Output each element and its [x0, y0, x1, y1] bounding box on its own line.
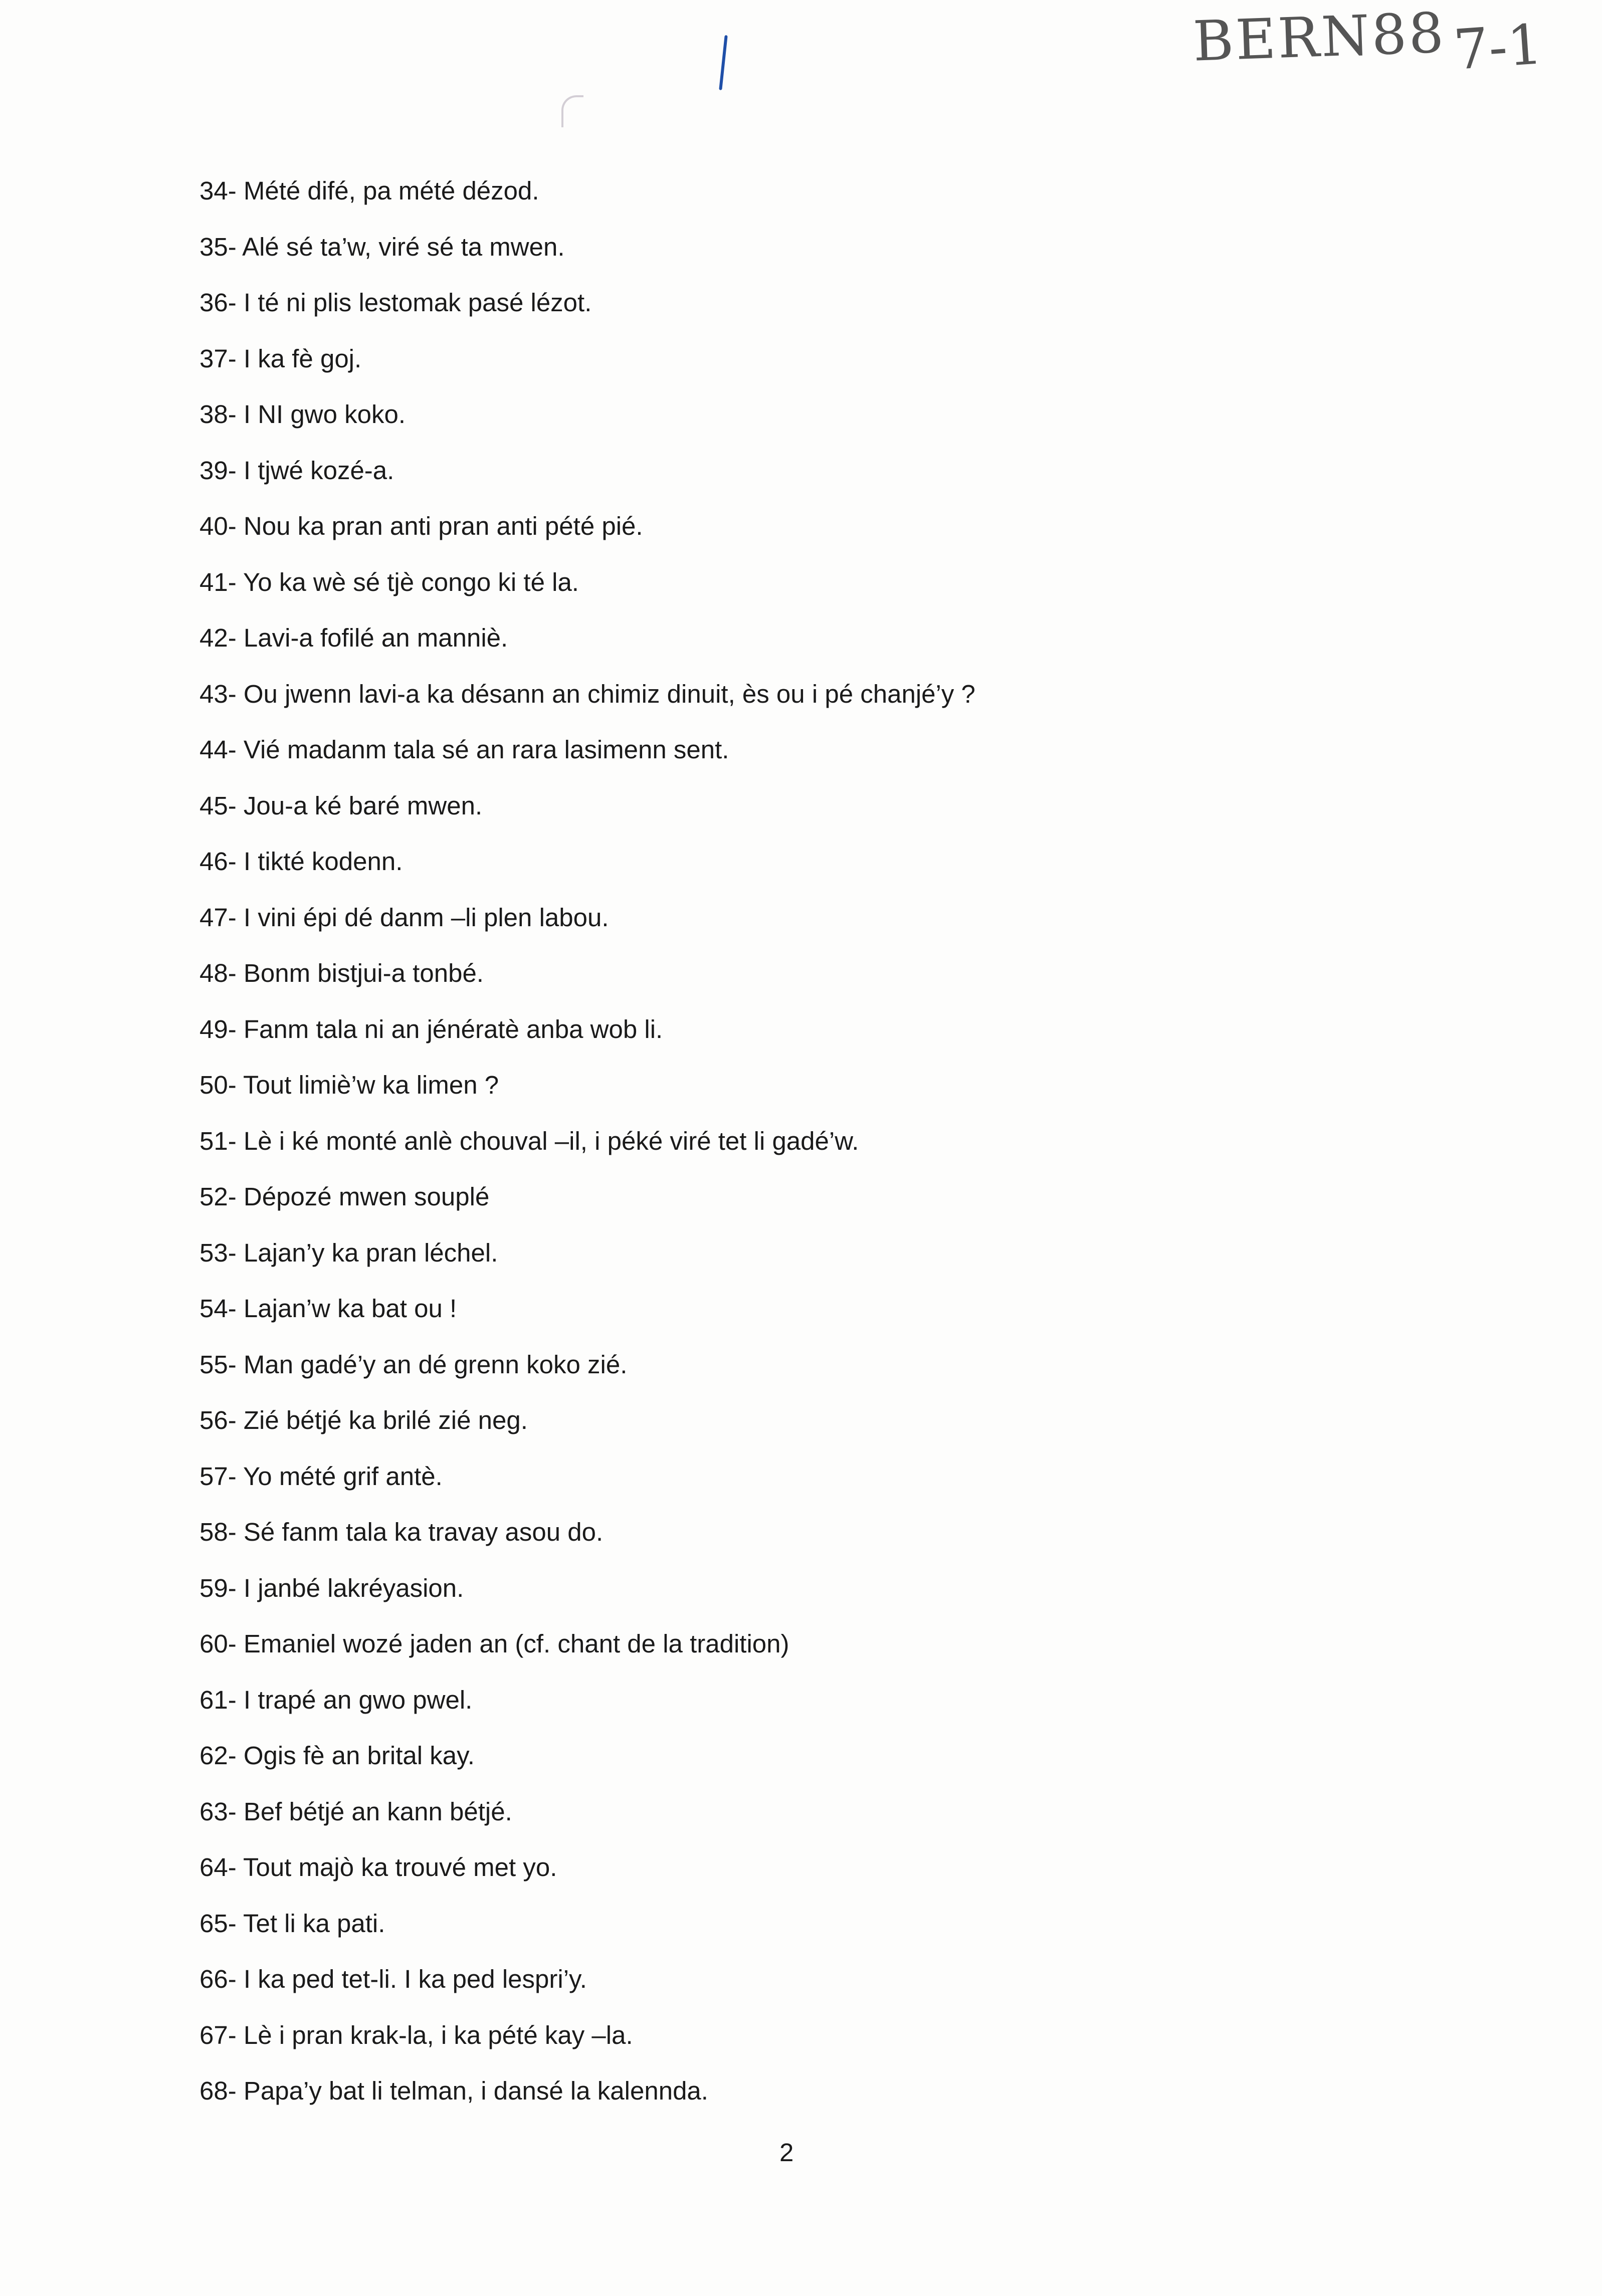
- handwritten-reference-id: BERN88: [1191, 1, 1447, 74]
- faint-pencil-mark: [561, 95, 583, 127]
- proverb-line: 34- Mété difé, pa mété dézod.: [199, 176, 539, 205]
- proverb-line: 59- I janbé lakréyasion.: [199, 1573, 464, 1602]
- proverb-line: 61- I trapé an gwo pwel.: [199, 1685, 473, 1714]
- page-number: 2: [779, 2138, 794, 2167]
- proverb-line: 44- Vié madanm tala sé an rara lasimenn sent.: [199, 735, 729, 764]
- proverb-line: 55- Man gadé’y an dé grenn koko zié.: [199, 1350, 628, 1379]
- pen-mark: [719, 35, 727, 90]
- proverb-line: 48- Bonm bistjui-a tonbé.: [199, 959, 484, 987]
- proverb-line: 36- I té ni plis lestomak pasé lézot.: [199, 288, 592, 317]
- proverb-line: 65- Tet li ka pati.: [199, 1909, 385, 1938]
- proverb-line: 67- Lè i pran krak-la, i ka pété kay –la.: [199, 2020, 633, 2049]
- proverb-line: 37- I ka fè goj.: [199, 344, 362, 373]
- proverb-line: 43- Ou jwenn lavi-a ka désann an chimiz dinuit, ès ou i pé chanjé’y ?: [199, 679, 975, 708]
- proverb-line: 58- Sé fanm tala ka travay asou do.: [199, 1518, 604, 1546]
- proverb-line: 68- Papa’y bat li telman, i dansé la kalennda.: [199, 2076, 708, 2105]
- proverb-list: [199, 163, 1553, 2119]
- proverb-line: 49- Fanm tala ni an jénératè anba wob li.: [199, 1014, 663, 1043]
- proverb-line: 63- Bef bétjé an kann bétjé.: [199, 1797, 512, 1826]
- proverb-line: 45- Jou-a ké baré mwen.: [199, 791, 483, 820]
- proverb-line: 35- Alé sé ta’w, viré sé ta mwen.: [199, 232, 565, 261]
- proverb-line: 56- Zié bétjé ka brilé zié neg.: [199, 1406, 528, 1434]
- proverb-line: 50- Tout limiè’w ka limen ?: [199, 1071, 499, 1099]
- handwritten-sheet-number: 7-1: [1451, 12, 1545, 83]
- proverb-line: 46- I tikté kodenn.: [199, 847, 403, 876]
- proverb-line: 41- Yo ka wè sé tjè congo ki té la.: [199, 567, 579, 596]
- proverb-line: 38- I NI gwo koko.: [199, 400, 406, 429]
- proverb-line: 51- Lè i ké monté anlè chouval –il, i péké viré tet li gadé’w.: [199, 1126, 859, 1155]
- proverb-line: 40- Nou ka pran anti pran anti pété pié.: [199, 512, 643, 540]
- proverb-line: 52- Dépozé mwen souplé: [199, 1182, 490, 1211]
- proverb-line: 66- I ka ped tet-li. I ka ped lespri’y.: [199, 1965, 587, 1993]
- proverb-line: 64- Tout majò ka trouvé met yo.: [199, 1853, 557, 1882]
- proverb-line: 53- Lajan’y ka pran léchel.: [199, 1238, 498, 1267]
- proverb-line: 39- I tjwé kozé-a.: [199, 456, 394, 485]
- proverb-line: 54- Lajan’w ka bat ou !: [199, 1294, 457, 1323]
- proverb-line: 60- Emaniel wozé jaden an (cf. chant de la tradition): [199, 1629, 789, 1658]
- proverb-line: 62- Ogis fè an brital kay.: [199, 1741, 475, 1770]
- proverb-line: 47- I vini épi dé danm –li plen labou.: [199, 903, 609, 932]
- proverb-line: 42- Lavi-a fofilé an manniè.: [199, 623, 508, 652]
- proverb-line: 57- Yo mété grif antè.: [199, 1462, 443, 1491]
